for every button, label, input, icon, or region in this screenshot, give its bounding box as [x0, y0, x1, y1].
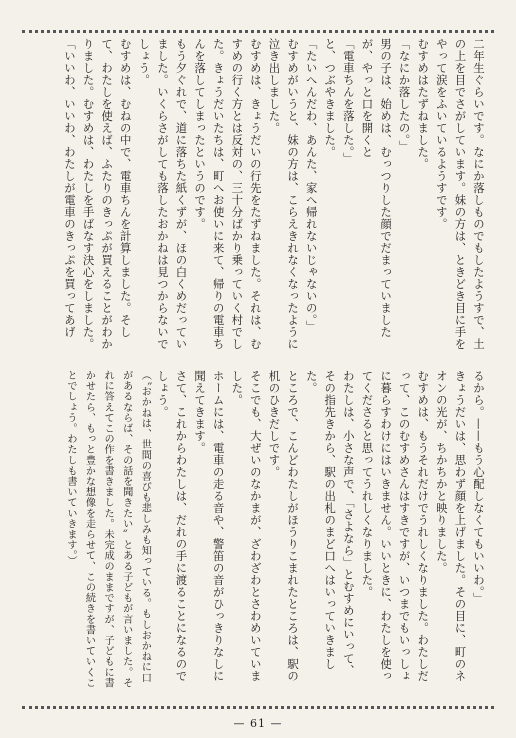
- paragraph: わたしは、小さな声で、「さよなら」とむすめにいって、その指先きから、駅の出札のまど口へはいっていきました。: [304, 370, 356, 677]
- paragraph: むすめは、きょうだいの行先をたずねました。それは、むすめの行く方とは反対の、三十分ばかり乗っていく村でした。きょうだいたちは、町へお使いに来て、帰りの電車ちんを落してしまったというのです。: [193, 38, 263, 350]
- top-dotted-border: [22, 30, 494, 33]
- paragraph: 「たいへんだわ、あんた、家へ帰れないじゃないの。」: [304, 38, 319, 333]
- paragraph: ところで、こんどわたしがほうりこまれたところは、駅の机のひきだしです。: [267, 370, 301, 682]
- paragraph: 「いいわ、いいわ、わたしが電車のきっぷを買ってあげ: [62, 38, 77, 338]
- paragraph: むすめは、もうそれだけでうれしくなりました。わたしだって、このむすめさんはすきですが、いつまでもいっしょに暮らすわけにはいきません。いいときに、わたしを使ってくださると思ってうれしくなりました。: [360, 370, 431, 682]
- paragraph: むすめはたずねました。: [416, 38, 431, 170]
- paragraph: ホームには、電車の走る音や、警笛の音がひっきりなしに聞えてきます。: [193, 370, 226, 682]
- bottom-dotted-border: [22, 706, 494, 709]
- paragraph: 「なにか落したの。」: [397, 38, 412, 153]
- paragraph: むすめがいうと、妹の方は、こらえきれなくなったように泣き出しました。: [267, 38, 301, 350]
- paragraph: もう夕ぐれで、道に落ちた紙くずが、ほの白くめだっていました。いくらさがしても落したおかねは見つからないでしょう。: [137, 38, 189, 350]
- upper-text-block: [28, 38, 488, 356]
- paragraph: むすめは、むねの中で、電車ちんを計算しました。そして、わたしを使えば、ふたりのきっぷが買えることがわかりました。むすめは、わたしを手ばなす決心をしました。: [81, 38, 133, 350]
- paragraph: 「電車ちんを落した。」: [341, 38, 356, 165]
- page-number: — 61 —: [233, 717, 283, 730]
- author-note: （〝おかねは、世間の喜びも悲しみも知っている。もしおかねに口があるならば、その話を聞きたい〟とある子どもが言いました。それに答えてこの作を書きました。未完成のままですが、子どもに書かせたら、もっと豊かな想像を走らせて、この続きを書いていくことでしょう。わたしも書いていきます。）: [64, 370, 151, 688]
- paragraph: るから。——もう心配しなくてもいいわ。」: [472, 370, 486, 605]
- paragraph: 男の子は、始めは、むっつりした顔でだまっていましたが、やっと口を開くと: [360, 38, 394, 338]
- paragraph: さて、これからわたしは、だれの手に渡ることになるのでしょう。: [155, 370, 189, 682]
- paragraph: そこでも、大ぜいのなかまが、ざわざわとさわめいていました。: [230, 370, 263, 682]
- paragraph: きょうだいは、思わず顔を上げました。その目に、町のネオンの光が、ちかちかと映りました。: [434, 370, 468, 682]
- paragraph: と、つぶやきました。: [323, 38, 338, 158]
- paragraph: 二年生ぐらいです。なにか落しものでもしたようすで、土の上を目でさがしています。妹の方は、ときどき目に手をやって涙をふいているようすです。: [434, 38, 486, 350]
- lower-text-block: [28, 370, 488, 688]
